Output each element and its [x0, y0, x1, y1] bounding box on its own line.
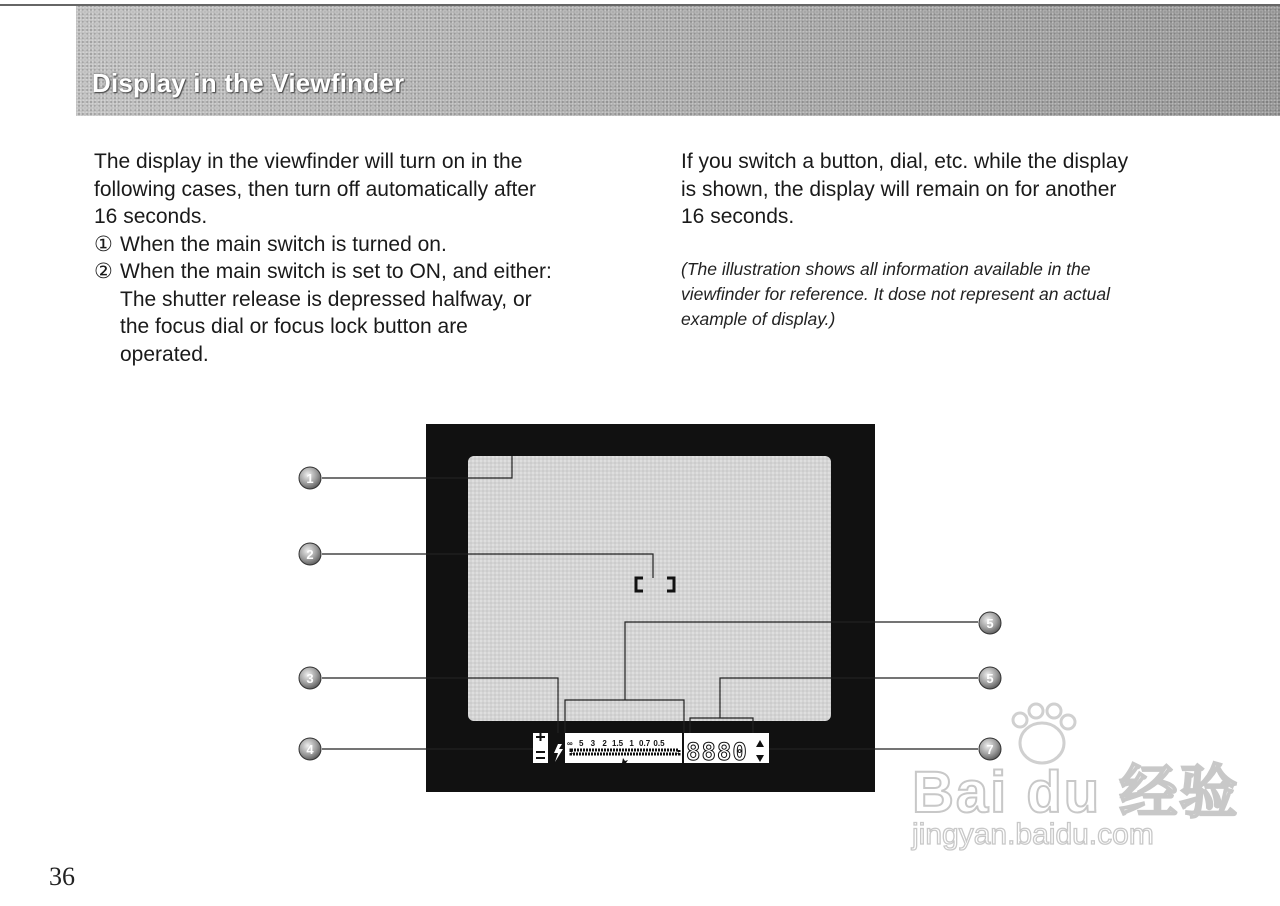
item-continuation: The shutter release is depressed halfway, or — [120, 287, 532, 311]
scale-label: 3 — [590, 739, 596, 748]
svg-text:5: 5 — [986, 671, 994, 686]
svg-text:3: 3 — [306, 671, 314, 686]
callout-2 — [299, 543, 321, 565]
intro-line: following cases, then turn off automatically after — [94, 177, 537, 201]
scale-label: 0.5 — [653, 739, 665, 748]
svg-text:4: 4 — [306, 742, 314, 757]
callout-3 — [299, 667, 321, 689]
counter-digits: 8880 — [686, 738, 748, 766]
item-text: When the main switch is set to ON, and either: — [120, 260, 552, 283]
scale-label: 0.7 — [639, 739, 651, 748]
watermark-brand: Bai du 经验 — [912, 760, 1240, 825]
viewfinder-info-bar — [533, 733, 769, 768]
intro-line: The display in the viewfinder will turn on in the — [94, 150, 523, 173]
callout-1 — [299, 467, 321, 489]
body-line: If you switch a button, dial, etc. while the display — [681, 150, 1129, 173]
note-line: viewfinder for reference. It dose not represent an actual — [681, 284, 1110, 304]
note-line: (The illustration shows all information available in the — [681, 259, 1091, 279]
item-number: ② — [94, 260, 113, 283]
watermark-url: jingyan.baidu.com — [912, 818, 1154, 851]
body-line: is shown, the display will remain on for another — [681, 177, 1117, 201]
body-line: 16 seconds. — [681, 205, 795, 228]
item-number: ① — [94, 232, 113, 256]
svg-text:2: 2 — [306, 547, 314, 562]
scale-label: 1.5 — [612, 739, 624, 748]
distance-scale — [565, 733, 682, 763]
svg-text:1: 1 — [306, 471, 314, 486]
scale-label: 1 — [629, 739, 634, 748]
svg-text:5: 5 — [986, 616, 994, 631]
page-title: Display in the Viewfinder — [92, 68, 405, 98]
viewfinder-screen — [468, 456, 831, 721]
scale-label-inf: ∞ — [567, 739, 573, 748]
item-text: When the main switch is turned on. — [120, 232, 447, 256]
callout-5b — [979, 667, 1001, 689]
callout-5a — [979, 612, 1001, 634]
distance-scale-labels — [567, 739, 665, 748]
scale-label: 2 — [602, 739, 607, 748]
scale-label: 5 — [578, 739, 584, 748]
page-number: 36 — [49, 862, 75, 891]
intro-line: 16 seconds. — [94, 205, 208, 228]
note-line: example of display.) — [681, 309, 836, 329]
svg-text:7: 7 — [986, 742, 994, 757]
item-continuation: the focus dial or focus lock button are — [120, 315, 468, 338]
item-continuation: operated. — [120, 342, 209, 366]
callout-4 — [299, 738, 321, 760]
